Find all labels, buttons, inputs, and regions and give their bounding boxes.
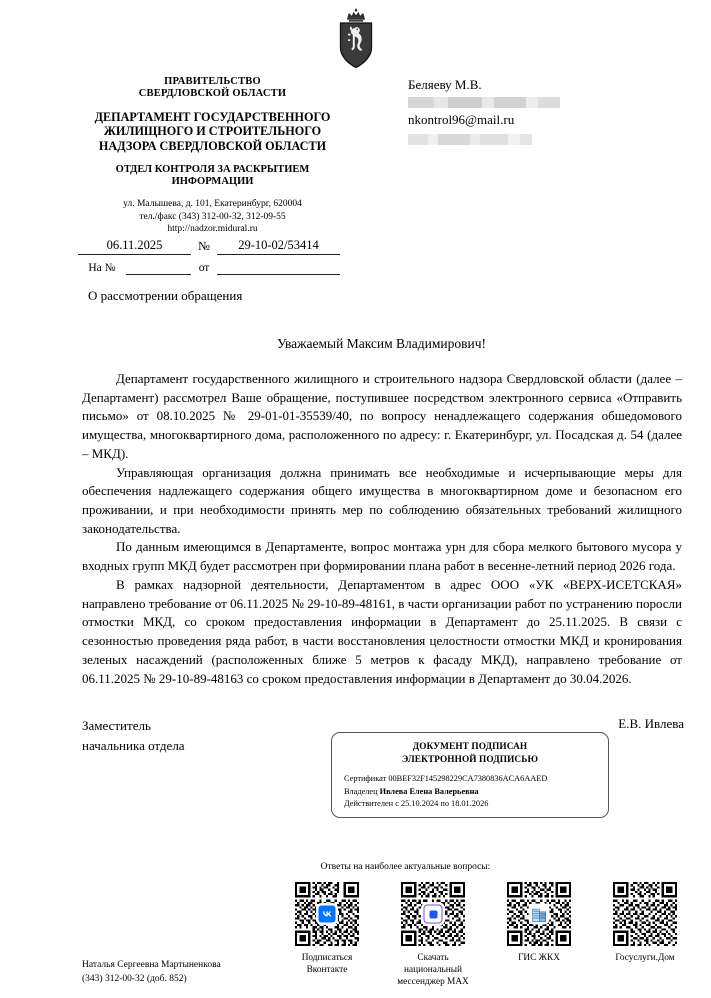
redacted-bar-1 <box>408 97 560 108</box>
qr-item-gosuslugi-dom[interactable] <box>598 882 692 988</box>
estamp-certificate-value: 00BEF32F145298229CA7380836ACA6AAED <box>388 774 548 784</box>
document-body <box>82 370 682 688</box>
document-number: 29-10-02/53414 <box>217 238 340 255</box>
vk-qr-code-icon[interactable] <box>295 882 359 946</box>
subdivision-line-1: ОТДЕЛ КОНТРОЛЯ ЗА РАСКРЫТИЕМ <box>115 163 310 175</box>
estamp-validity-row <box>344 798 596 810</box>
qr-label-line: национальный <box>404 965 462 976</box>
reference-row-outgoing <box>78 238 340 255</box>
letterhead-website[interactable]: http://nadzor.midural.ru <box>167 224 258 235</box>
qr-label-gis-zhkh <box>492 952 586 964</box>
government-line-1: ПРАВИТЕЛЬСТВО <box>164 76 261 87</box>
addressee-block <box>408 76 678 148</box>
signer-position <box>82 716 185 755</box>
emblem-container <box>0 6 711 75</box>
salutation: Уважаемый Максим Владимирович! <box>276 336 487 351</box>
number-symbol-label: № <box>198 239 210 253</box>
vk-logo-icon <box>319 906 336 923</box>
estamp-validity-value: 25.10.2024 по 18.01.2026 <box>400 798 489 808</box>
qr-label-line: Госуслуги.Дом <box>615 953 675 963</box>
gis-zhkh-logo-icon <box>531 906 548 923</box>
max-logo-icon <box>424 905 443 924</box>
estamp-validity-label: Действителен с <box>344 798 399 808</box>
qr-label-vk <box>280 952 374 976</box>
department-line-2: ЖИЛИЩНОГО И СТРОИТЕЛЬНОГО <box>103 124 322 139</box>
incoming-date-value <box>217 262 340 275</box>
body-paragraph: В рамках надзорной деятельности, Департаментом в адрес ООО «УК «ВЕРХ-ИСЕТСКАЯ» направлено требование от 06.11.2025 № 29-10-89-48161, в части организации работ по устранению поросли отмостки МКД, со сроком предоставления информации в Департамент до 25.11.2025. В связи с сезонностью проведения ряда работ, в части восстановления целостности отмостки МКД и кронирования зеленых насаждений (расположенных ближе 5 метров к фасаду МКД), направлено требование от 06.11.2025 № 29-10-89-48163 со сроком предоставления информации в Департамент до 30.04.2026. <box>82 576 682 686</box>
qr-item-gis-zhkh[interactable] <box>492 882 586 988</box>
signer-name: Е.В. Ивлева <box>618 716 684 731</box>
estamp-owner-row <box>344 786 596 798</box>
signer-position-line-1: Заместитель <box>82 718 151 733</box>
incoming-number-label: На № <box>88 262 116 274</box>
estamp-certificate-label: Сертификат <box>344 774 387 784</box>
qr-section-caption: Ответы на наиболее актуальные вопросы: <box>320 862 491 872</box>
department-line-1: ДЕПАРТАМЕНТ ГОСУДАРСТВЕННОГО <box>94 109 331 124</box>
document-date: 06.11.2025 <box>78 238 191 255</box>
letterhead <box>70 76 355 236</box>
qr-item-vk[interactable] <box>280 882 374 988</box>
qr-code-row <box>280 882 692 988</box>
incoming-date-label: от <box>198 262 210 274</box>
estamp-certificate-row <box>344 773 596 785</box>
body-paragraph: Департамент государственного жилищного и строительного надзора Свердловской области (далее – Департамент) рассмотрел Ваше обращение, поступившее посредством электронного сервиса «Отправить письмо» от 08.10.2025 № 29-01-01-35539/40, по вопросу ненадлежащего содержания обшедомового имущества, многоквартирного дома, расположенного по адресу: г. Екатеринбург, ул. Посадская д. 54 (далее – МКД). <box>82 371 682 461</box>
letterhead-phone: тел./факс (343) 312-00-32, 312-09-55 <box>139 211 286 222</box>
estamp-owner-value: Ивлева Елена Валерьевна <box>379 786 479 796</box>
body-paragraph: Управляющая организация должна принимать все необходимые и исчерпывающие меры для обеспечения надлежащего содержания общего имущества в многоквартирном доме и безопасном его проживании, и при необходимости принять мер по соблюдению обязательных требований жилищного законодательства. <box>82 464 682 536</box>
qr-label-line: ГИС ЖКХ <box>518 953 560 963</box>
executor-phone: (343) 312-00-32 (доб. 852) <box>82 973 187 984</box>
reference-block <box>78 238 340 275</box>
letterhead-address: ул. Малышева, д. 101, Екатеринбург, 620004 <box>123 198 302 209</box>
qr-label-line: Скачать <box>417 953 449 963</box>
electronic-signature-stamp <box>331 732 609 818</box>
gosuslugi-dom-qr-code-icon[interactable] <box>613 882 677 946</box>
addressee-name: Беляеву М.В. <box>408 77 482 92</box>
signer-position-line-2: начальника отдела <box>82 737 185 753</box>
estamp-details <box>344 773 596 810</box>
estamp-title-line-2: ЭЛЕКТРОННОЙ ПОДПИСЬЮ <box>401 754 539 765</box>
estamp-title-line-1: ДОКУМЕНТ ПОДПИСАН <box>412 742 528 752</box>
subdivision-line-2: ИНФОРМАЦИИ <box>171 176 254 188</box>
estamp-owner-label: Владелец <box>344 786 378 796</box>
executor-name: Наталья Сергеевна Мартыненкова <box>82 960 221 970</box>
gis-zhkh-qr-code-icon[interactable] <box>507 882 571 946</box>
qr-label-line: Вконтакте <box>306 965 348 976</box>
estamp-title <box>344 741 596 766</box>
executor-block <box>82 959 221 987</box>
qr-label-line: мессенджер МАХ <box>397 977 469 988</box>
reference-row-incoming <box>78 257 340 275</box>
redacted-bar-2 <box>408 134 532 145</box>
department-line-3: НАДЗОРА СВЕРДЛОВСКОЙ ОБЛАСТИ <box>98 139 327 154</box>
document-subject: О рассмотрении обращения <box>88 288 243 303</box>
qr-label-gosuslugi-dom <box>598 952 692 964</box>
body-paragraph: По данным имеющимся в Департаменте, вопрос монтажа урн для сбора мелкого бытового мусора у входных групп МКД будет рассмотрен при формировании плана работ в весенне-летний период 2026 года. <box>82 539 682 574</box>
addressee-email: nkontrol96@mail.ru <box>408 111 515 127</box>
incoming-number-value <box>126 262 191 275</box>
qr-item-max[interactable] <box>386 882 480 988</box>
qr-label-max <box>386 952 480 988</box>
max-messenger-qr-code-icon[interactable] <box>401 882 465 946</box>
qr-label-line: Подписаться <box>301 953 353 963</box>
government-line-2: СВЕРДЛОВСКОЙ ОБЛАСТИ <box>138 88 287 100</box>
coat-of-arms-icon <box>333 6 379 70</box>
